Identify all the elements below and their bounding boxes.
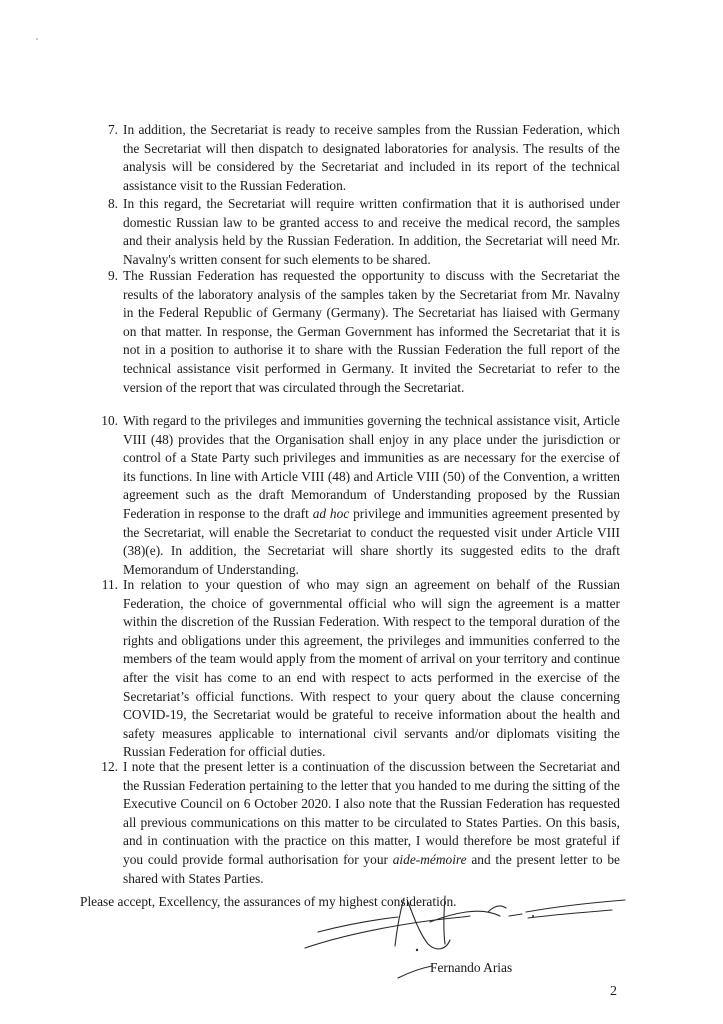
ad-hoc-italic: ad hoc bbox=[312, 505, 350, 521]
paragraph-text: The Russian Federation has requested the opportunity to discuss with the Secretariat the results of the laboratory analysis of the samples taken by the Secretariat from Mr. Navalny in the Federal Republic of Germany (Germany). The Secretariat has liaised with Germany on that matter. In response, the German Government has informed the Secretariat that it is not in a position to authorise it to share with the Russian Federation the full report of the technical assistance visit performed in Germany. It invited the Secretariat to refer to the version of the report that was circulated through the Secretariat. bbox=[123, 268, 620, 395]
paragraph-7 bbox=[107, 121, 620, 195]
paragraph-number: 8. bbox=[107, 196, 118, 211]
paragraph-number: 10. bbox=[101, 413, 118, 428]
paragraph-text: In relation to your question of who may sign an agreement on behalf of the Russian Federation, the choice of governmental official who will sign the agreement is a matter within the discretion of the Russian Federation. With respect to the temporal duration of the rights and obligations under this agreement, the privileges and immunities conferred to the members of the team would apply from the moment of arrival on your territory and continue after the visit has come to an end with respect to acts performed in the exercise of the Secretariat’s official functions. With respect to your query about the clause concerning COVID-19, the Secretariat would be grateful to receive information about the health and safety measures applicable to international civil servants and/or diplomats visiting the Russian Federation for official duties. bbox=[123, 577, 620, 760]
signatory-name: Fernando Arias bbox=[430, 960, 513, 975]
paragraph-number: 9. bbox=[107, 268, 118, 283]
paragraph-text: I note that the present letter is a continuation of the discussion between the Secretariat and the Russian Federation pertaining to the letter that you handed to me during the sitting of the Executive Council on 6 October 2020. I also note that the Russian Federation has requested all previous communications on this matter to be circulated to States Parties. On this basis, and in continuation with the practice on this matter, I would therefore be most grateful if you could provide formal authorisation for your bbox=[123, 759, 620, 867]
paragraph-9 bbox=[107, 267, 620, 397]
paragraph-text-cont: privilege and immunities agreement presented by the Secretariat, will enable the Secretariat to conduct the requested visit under Article VIII (38)(e). In addition, the Secretariat will share shortly its suggested edits to the draft Memorandum of Understanding. bbox=[123, 505, 621, 577]
paragraph-10 bbox=[101, 412, 621, 579]
paragraph-text: In this regard, the Secretariat will require written confirmation that it is authorised under domestic Russian law to be granted access to and receive the medical record, the samples and their analysis held by the Russian Federation. In addition, the Secretariat will need Mr. Navalny's written consent for such elements to be shared. bbox=[123, 196, 620, 267]
paragraph-12 bbox=[101, 758, 620, 888]
closing-line: Please accept, Excellency, the assurances of my highest consideration. bbox=[80, 894, 457, 909]
paragraph-number: 12. bbox=[101, 759, 118, 774]
page-number: 2 bbox=[610, 984, 617, 999]
aide-memoire-italic: aide-mémoire bbox=[392, 851, 467, 867]
paragraph-11 bbox=[101, 576, 620, 762]
scan-speck bbox=[36, 38, 38, 40]
paragraph-number: 7. bbox=[107, 122, 118, 137]
paragraph-8 bbox=[107, 195, 620, 269]
paragraph-text: In addition, the Secretariat is ready to receive samples from the Russian Federation, which the Secretariat will then dispatch to designated laboratories for analysis. The results of the analysis will be considered by the Secretariat and included in its report of the technical assistance visit to the Russian Federation. bbox=[123, 122, 620, 193]
paragraph-number: 11. bbox=[101, 577, 118, 592]
paragraph-text-cont: and the present letter to be shared with States Parties. bbox=[123, 851, 620, 886]
paragraph-text: With regard to the privileges and immunities governing the technical assistance visit, Article VIII (48) provides that the Organisation shall enjoy in any place under the jurisdiction or control of a State Party such privileges and immunities as are necessary for the exercise of its functions. In line with Article VIII (48) and Article VIII (50) of the Convention, a written agreement such as the draft Memorandum of Understanding proposed by the Russian Federation in response to the draft bbox=[123, 413, 620, 521]
